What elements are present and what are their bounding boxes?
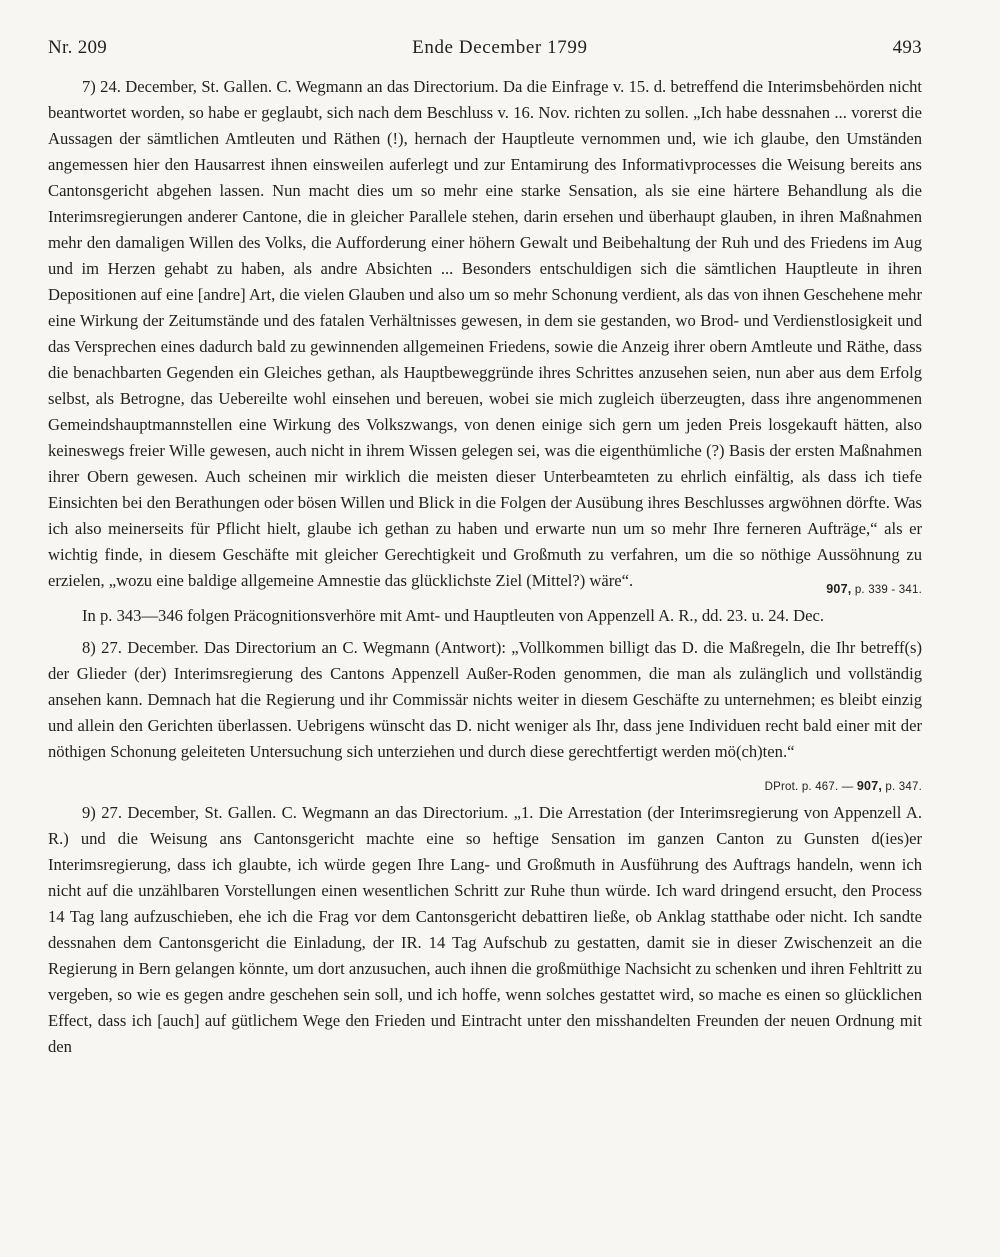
source-reference bbox=[731, 773, 922, 800]
entry-text: In p. 343—346 folgen Präcognitionsverhöre mit Amt- und Hauptleuten von Appenzell A. R., dd. 23. u. 24. Dec. bbox=[82, 606, 824, 625]
reference-number: 907, bbox=[856, 779, 883, 793]
page-number: 493 bbox=[892, 37, 922, 58]
entry-paragraph bbox=[48, 603, 922, 629]
entry-text: 8) 27. December. Das Directorium an C. Wegmann (Antwort): „Vollkommen billigt das D. die Maßregeln, die Ihr betreff(s) der Glieder (der) Interimsregierung des Cantons Appenzell Außer-Roden genommen, die man als zulänglich und vollständig ansehen kann. Demnach hat die Regierung und ihr Commissär nichts weiter in diesem Geschäfte zu unternehmen; es bleibt einzig und allein den Gerichten überlassen. Uebrigens wünscht das D. nicht weniger als Ihr, dass jene Individuen recht bald einer mit der nöthigen Schonung geleiteten Untersuchung sich unterziehen und durch diese gerechtfertigt werden mö(ch)ten.“ bbox=[48, 638, 922, 761]
reference-pages: p. 339 - 341. bbox=[851, 584, 922, 596]
entry-text: 7) 24. December, St. Gallen. C. Wegmann an das Directorium. Da die Einfrage v. 15. d. betreffend die Interimsbehörden nicht beantwortet worden, so habe er geglaubt, sich nach dem Beschluss v. 16. Nov. richten zu sollen. „Ich habe dessnahen ... vorerst die Aussagen der sämtlichen Amtleuten und Räthen (!), hernach der Hauptleute vernommen und, wie ich glaube, den Umständen angemessen hier den Hausarrest ihnen einsweilen auferlegt und zur Entamirung des Informativprocesses die Weisung bereits ans Cantonsgericht abgehen lassen. Nun macht dies um so mehr eine starke Sensation, als sie eine härtere Behandlung als die Interimsregierungen anderer Cantone, die in gleicher Parallele stehen, darin ersehen und überhaupt glauben, in ihren Maßnahmen mehr den damaligen Willen des Volks, die Aufforderung einer höhern Gewalt und Beibehaltung der Ruh und des Friedens im Aug und im Herzen gehabt zu haben, als andre Absichten ... Besonders entschuldigen sich die sämtlichen Hauptleute in ihren Depositionen auf eine [andre] Art, die vielen Glauben und also um so mehr Schonung verdient, als das von ihnen Geschehene mehr eine Wirkung der Zeitumstände und des fatalen Verhältnisses gewesen, in dem sie gestanden, wo Brod- und Verdienstlosigkeit und das Versprechen eines dadurch bald zu gewinnenden allgemeinen Friedens, sowie die Anzeig ihrer obern Amtleute und Räthe, dass die benachbarten Gegenden ein Gleiches gethan, als Hauptbeweggründe ihres Schrittes anzusehen seien, nun aber aus dem Erfolg selbst, als Betrogne, das Uebereilte wohl einsehen und bereuen, wobei sie mich zugleich überzeugten, dass ihre angenommenen Gemeindshauptmannstellen eine Wirkung des Volkszwangs, von denen einige sich gern um jeden Preis losgekauft hätten, also keineswegs freier Wille gewesen, auch nicht in ihrem Wissen gelegen sei, was die eigenthümliche (?) Basis der ersten Maßnahmen ihrer Obern gewesen. Auch scheinen mir wirklich die meisten dieser Unterbeamteten zu ehrlich einfältig, als dass ich tiefe Einsichten bei den Berathungen oder bösen Willen und Blick in die Folgen der Ausübung ihres Beschlusses argwöhnen dörfte. Was ich also meinerseits für Pflicht hielt, glaube ich gethan zu haben und erwarte nun um so mehr Ihre ferneren Aufträge,“ als er wichtig finde, in diesem Geschäfte mit gleicher Gerechtigkeit und Großmuth zu verfahren, um die so nöthige Aussöhnung zu erzielen, „wozu eine baldige allgemeine Amnestie das glücklichste Ziel (Mittel?) wäre“. bbox=[48, 77, 922, 590]
entry-paragraph bbox=[48, 74, 922, 594]
entry-paragraph bbox=[48, 800, 922, 1060]
running-header bbox=[48, 36, 922, 60]
reference-number: 907, bbox=[826, 582, 852, 596]
body-text bbox=[48, 74, 922, 1060]
reference-prefix: DProt. p. 467. — bbox=[764, 781, 857, 793]
document-number: Nr. 209 bbox=[48, 37, 108, 58]
entry-paragraph bbox=[48, 635, 922, 793]
entry-text: 9) 27. December, St. Gallen. C. Wegmann an das Directorium. „1. Die Arrestation (der Interimsregierung von Appenzell A. R.) und die Weisung ans Cantonsgericht machte eine so heftige Sensation im ganzen Canton zu Gunsten d(ies)er Interimsregierung, dass ich glaubte, ich würde gegen Ihre Lang- und Großmuth in Ausführung des Auftrags handeln, wenn ich nicht auf die unzählbaren Vorstellungen einen wesentlichen Schritt zur Ruhe thun würde. Ich ward dringend ersucht, den Process 14 Tag lang aufzuschieben, ehe ich die Frag vor dem Cantonsgericht debattiren ließe, ob Anklag statthabe oder nicht. Ich sandte dessnahen dem Cantonsgericht die Einladung, der IR. 14 Tag Aufschub zu gestatten, damit sie in dieser Zwischenzeit an die Regierung in Bern gelangen könnte, um dort anzusuchen, auch ihnen die großmüthige Nachsicht zu schenken und ihren Fehltritt zu vergeben, so wie es gegen andre geschehen sein soll, und ich hoffe, wenn solches gestattet wird, so mache es einen so glücklichen Effect, dass ich [auch] auf gütlichem Wege den Frieden und Eintracht unter den misshandelten Freunden der neuen Ordnung mit den bbox=[48, 803, 922, 1056]
source-reference bbox=[792, 576, 922, 603]
section-title: Ende December 1799 bbox=[412, 37, 588, 58]
reference-pages: p. 347. bbox=[882, 781, 922, 793]
